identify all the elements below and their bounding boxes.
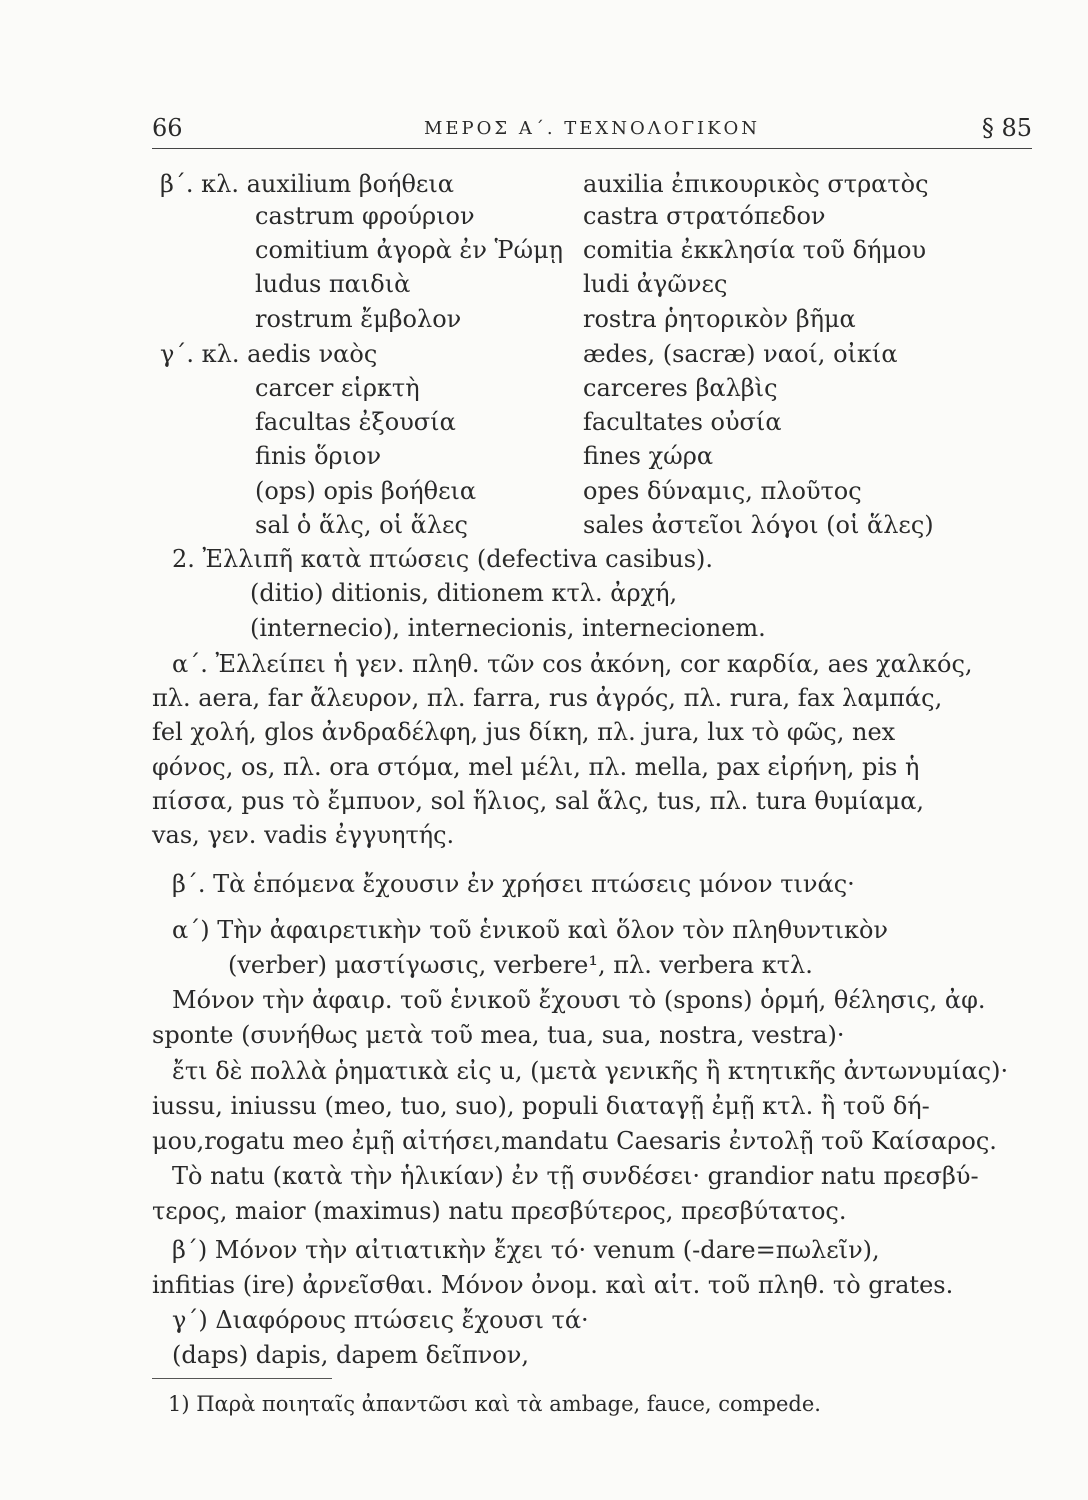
header-rule (152, 148, 1032, 149)
footnote: 1) Παρὰ ποιηταῖς ἀπαντῶσι καὶ τὰ ambage, fauce, compede. (168, 1392, 821, 1416)
text-line: πλ. aera, far ἄλευρον, πλ. farra, rus ἀγρός, πλ. rura, fax λαμπάς, (152, 684, 943, 712)
list-left-item: finis ὅριον (255, 442, 382, 470)
text-line: β΄. Τὰ ἑπόμενα ἔχουσιν ἐν χρήσει πτώσεις μόνον τινάς· (172, 870, 855, 898)
text-line: φόνος, os, πλ. ora στόμα, mel μέλι, πλ. mella, pax εἰρήνη, pis ἡ (152, 753, 920, 781)
list-left-item: carcer εἱρκτὴ (255, 374, 420, 402)
footnote-rule (152, 1378, 332, 1379)
text-line: sponte (συνήθως μετὰ τοῦ mea, tua, sua, nostra, vestra)· (152, 1021, 845, 1049)
section-number: § 85 (981, 114, 1032, 142)
text-line: (internecio), internecionis, internecionem. (250, 614, 766, 642)
text-line: Τὸ natu (κατὰ τὴν ἡλικίαν) ἐν τῇ συνδέσει· grandior natu πρεσβύ- (172, 1162, 979, 1190)
list-left-item: rostrum ἔμβολον (255, 305, 462, 333)
page-number: 66 (152, 114, 183, 142)
list-right-item: opes δύναμις, πλοῦτος (583, 477, 862, 505)
text-line: Μόνον τὴν ἀφαιρ. τοῦ ἑνικοῦ ἔχουσι τὸ (spons) ὁρμή, θέλησις, ἀφ. (172, 986, 986, 1014)
text-line: (ditio) ditionis, ditionem κτλ. ἀρχή, (250, 579, 678, 607)
text-line: β΄) Μόνον τὴν αἰτιατικὴν ἔχει τό· venum (-dare=πωλεῖν), (172, 1236, 880, 1264)
list-right-item: comitia ἐκκλησία τοῦ δήμου (583, 236, 927, 264)
list-right-item: auxilia ἐπικουρικὸς στρατὸς (583, 170, 929, 198)
list-right-item: ædes, (sacræ) ναοί, οἰκία (583, 340, 898, 368)
list-right-item: facultates οὐσία (583, 408, 782, 436)
list-right-item: castra στρατόπεδον (583, 202, 826, 230)
text-line: fel χολή, glos ἀνδραδέλφη, jus δίκη, πλ. jura, lux τὸ φῶς, nex (152, 718, 896, 746)
text-line: (verber) μαστίγωσις, verbere¹, πλ. verbera κτλ. (228, 951, 813, 979)
section-heading: 2. Ἐλλιπῆ κατὰ πτώσεις (defectiva casibus). (172, 545, 713, 573)
text-line: γ΄) Διαφόρους πτώσεις ἔχουσι τά· (172, 1306, 589, 1334)
list-left-item: (ops) opis βοήθεια (255, 477, 477, 505)
text-line: μου,rogatu meo ἐμῇ αἰτήσει,mandatu Caesaris ἐντολῇ τοῦ Καίσαρος. (152, 1127, 997, 1155)
text-line: infitias (ire) ἀρνεῖσθαι. Μόνον ὀνομ. καὶ αἰτ. τοῦ πληθ. τὸ grates. (152, 1271, 954, 1299)
list-right-item: carceres βαλβὶς (583, 374, 778, 402)
text-line: α΄) Τὴν ἀφαιρετικὴν τοῦ ἑνικοῦ καὶ ὅλον τὸν πληθυντικὸν (172, 916, 888, 944)
text-line: (daps) dapis, dapem δεῖπνον, (172, 1341, 529, 1369)
text-line: τερος, maior (maximus) natu πρεσβύτερος, πρεσβύτατος. (152, 1197, 847, 1225)
text-line: vas, γεν. vadis ἐγγυητής. (152, 821, 455, 849)
list-left-item: castrum φρούριον (255, 202, 475, 230)
text-line: α΄. Ἐλλείπει ἡ γεν. πληθ. τῶν cos ἀκόνη, cor καρδία, aes χαλκός, (172, 650, 973, 678)
list-right-item: sales ἀστεῖοι λόγοι (οἱ ἅλες) (583, 511, 934, 539)
page-header (152, 114, 1032, 148)
list-left-item: facultas ἐξουσία (255, 408, 456, 436)
text-line: πίσσα, pus τὸ ἔμπυον, sol ἥλιος, sal ἅλς, tus, πλ. tura θυμίαμα, (152, 787, 925, 815)
list-left-item: sal ὁ ἅλς, οἱ ἅλες (255, 511, 468, 539)
text-line: iussu, iniussu (meo, tuo, suo), populi διαταγῇ ἐμῇ κτλ. ἢ τοῦ δή- (152, 1092, 930, 1120)
list-right-item: ludi ἀγῶνες (583, 270, 728, 298)
list-left-item: comitium ἀγορὰ ἐν Ῥώμῃ (255, 236, 564, 264)
list-right-item: fines χώρα (583, 442, 714, 470)
text-line: ἔτι δὲ πολλὰ ῥηματικὰ εἰς u, (μετὰ γενικῆς ἢ κτητικῆς ἀντωνυμίας)· (172, 1057, 1009, 1085)
list-left-item: γ΄. κλ. aedis ναὸς (160, 340, 378, 368)
list-right-item: rostra ῥητορικὸν βῆμα (583, 305, 856, 333)
list-left-item: β΄. κλ. auxilium βοήθεια (160, 170, 454, 198)
running-title: ΜΕΡΟΣ Α΄. ΤΕΧΝΟΛΟΓΙΚΟΝ (423, 118, 761, 139)
list-left-item: ludus παιδιὰ (255, 270, 411, 298)
